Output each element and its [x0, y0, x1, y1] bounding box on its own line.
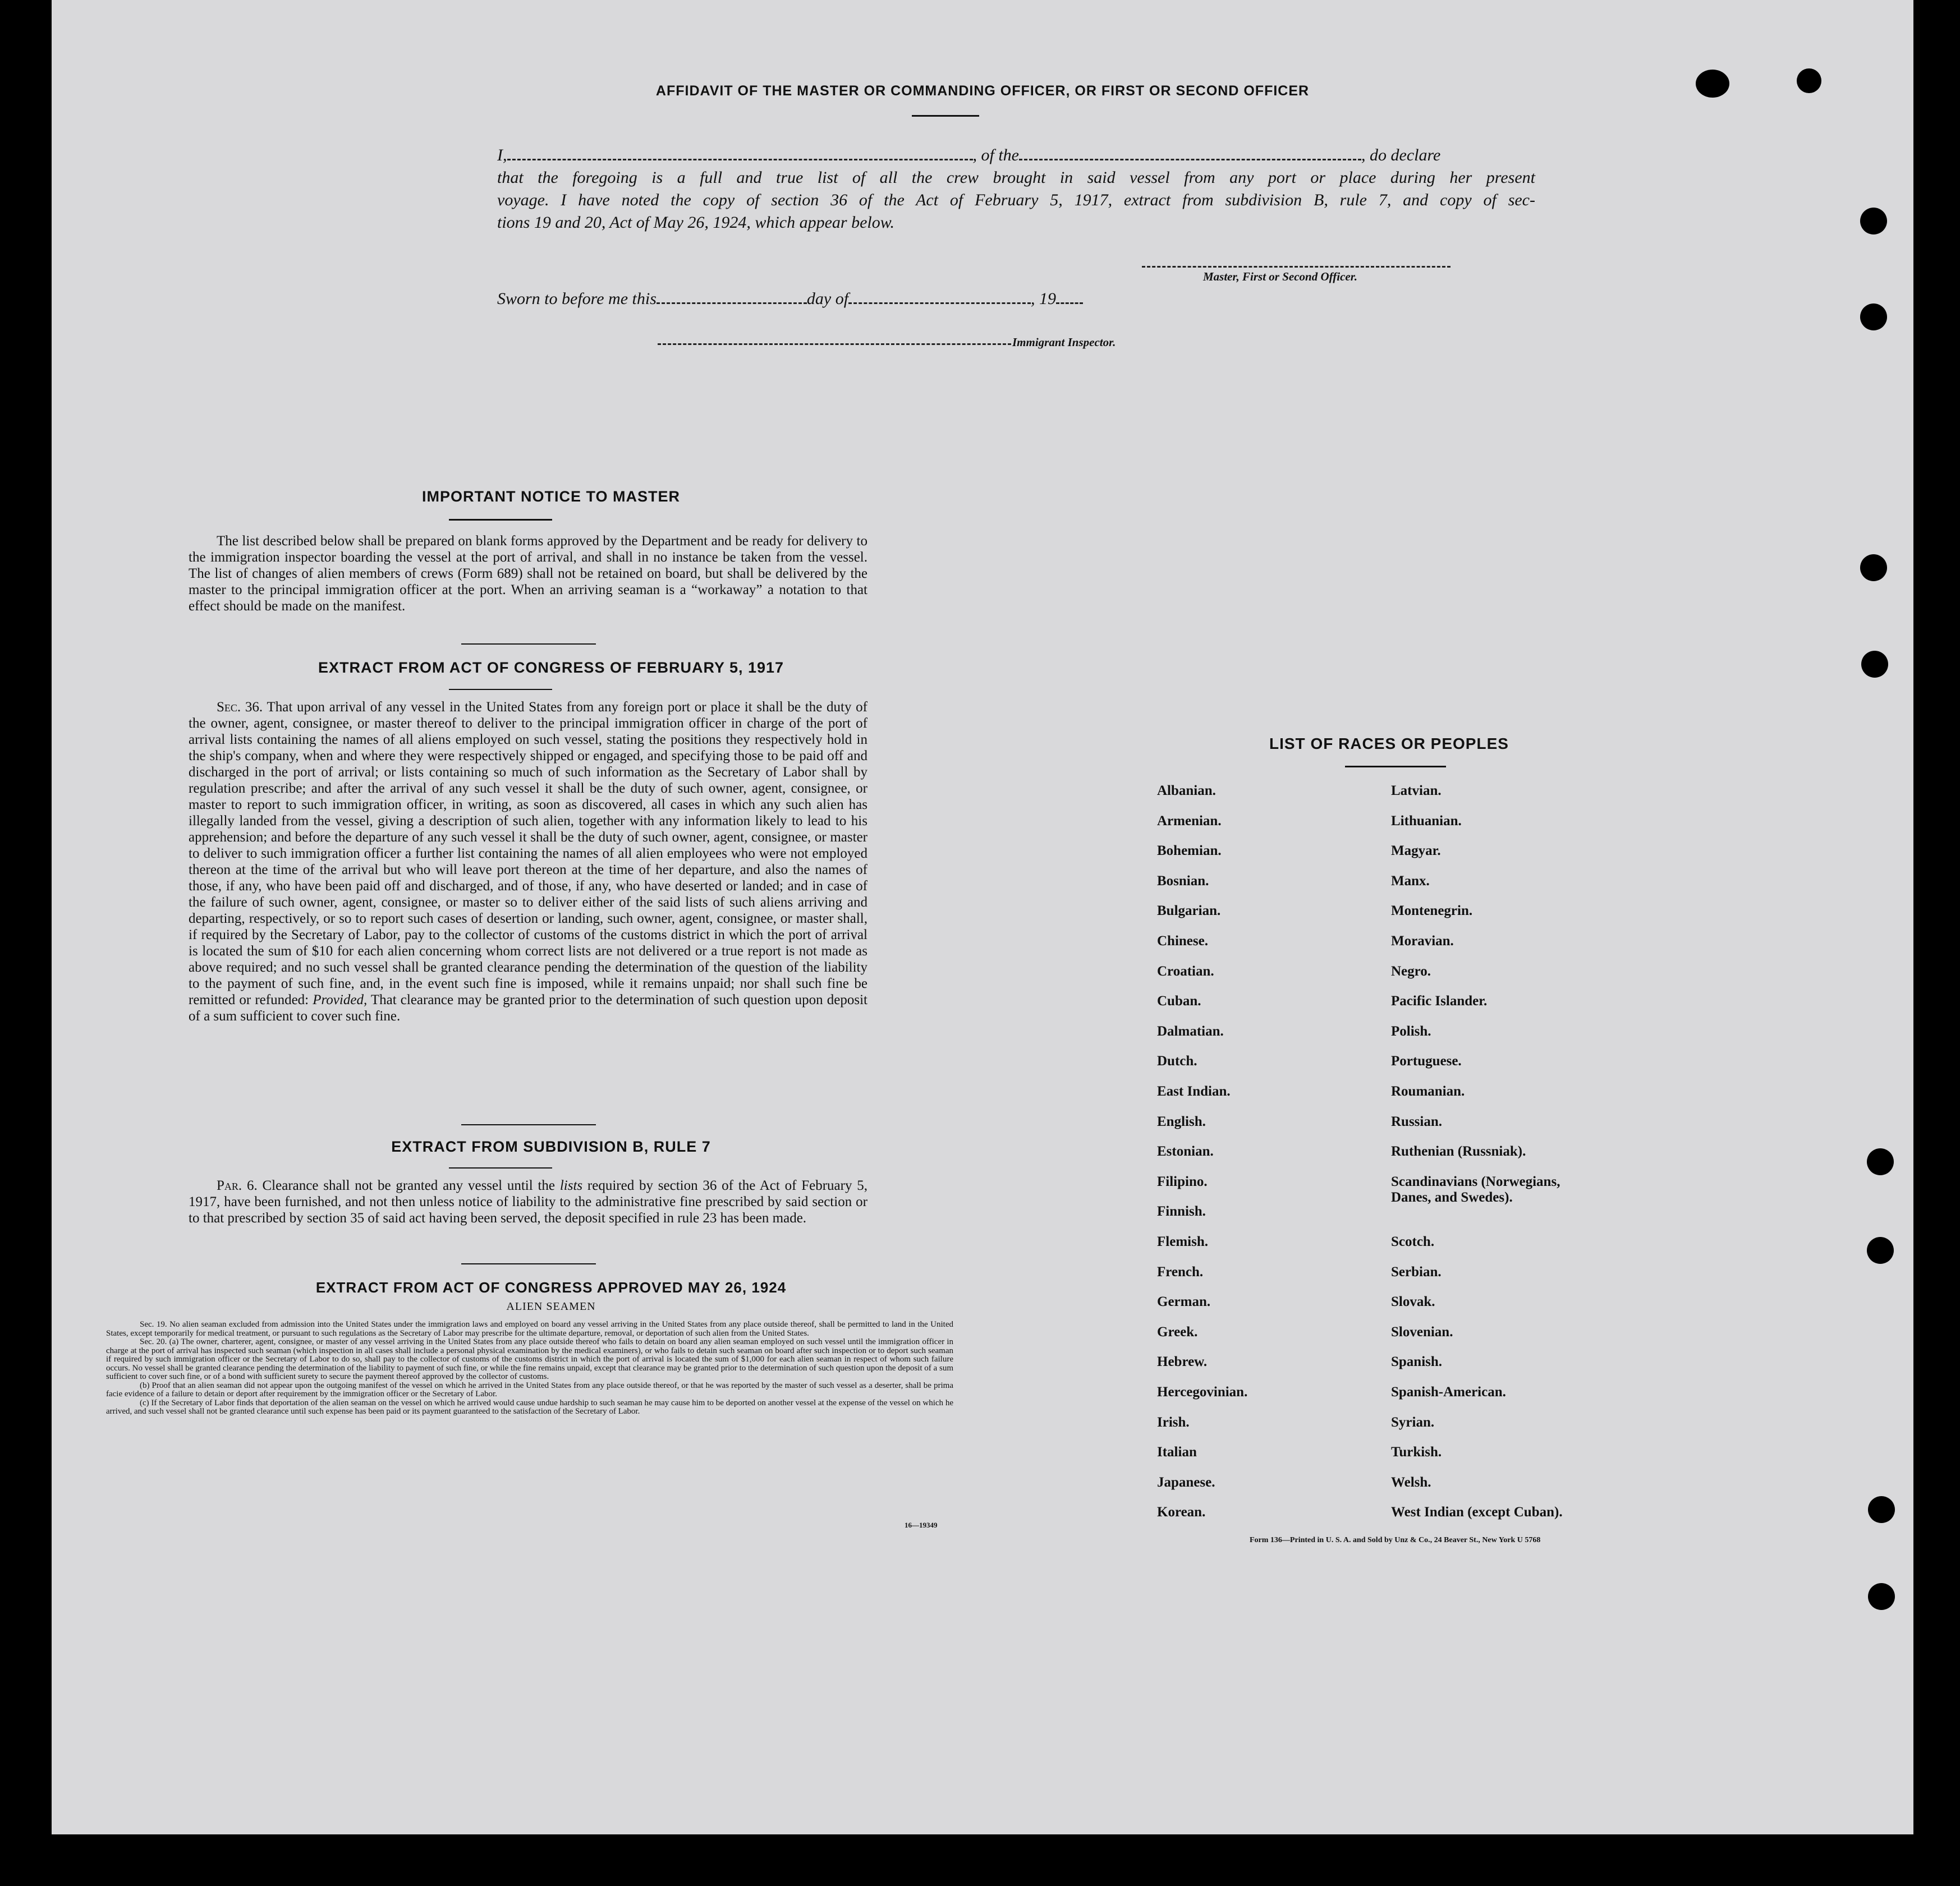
- declaration-line-4: tions 19 and 20, Act of May 26, 1924, which appear below.: [497, 213, 895, 232]
- punch-hole: [1868, 1496, 1895, 1523]
- race-item: Polish.: [1391, 1023, 1431, 1039]
- race-item: Filipino.: [1157, 1174, 1208, 1189]
- inspector-signature-field[interactable]: [658, 343, 1011, 345]
- punch-hole: [1860, 208, 1887, 234]
- race-item: Bulgarian.: [1157, 903, 1221, 919]
- race-item: Hercegovinian.: [1157, 1384, 1248, 1400]
- provided-word: Provided,: [313, 992, 368, 1008]
- punch-hole: [1861, 651, 1888, 678]
- race-item: Korean.: [1157, 1505, 1206, 1520]
- sworn-year-prefix: , 19: [1031, 289, 1057, 308]
- vessel-name-field[interactable]: [1019, 149, 1361, 160]
- notice-divider: [461, 643, 596, 645]
- sec36-label: Sec. 36.: [217, 700, 263, 715]
- par6-text-end: required by section 36 of the Act of February 5, 1917, have been furnished, and not then unless notice of liability to the administrative fine prescribed by said section or to that prescribed by section 35 of said act having been served, the deposit specified in rule 23 has been made.: [189, 1178, 868, 1226]
- race-item: Cuban.: [1157, 993, 1201, 1009]
- race-item: Moravian.: [1391, 933, 1454, 949]
- race-item: Spanish.: [1391, 1354, 1443, 1370]
- form-code: 16—19349: [905, 1521, 938, 1529]
- affidavit-title: AFFIDAVIT OF THE MASTER OR COMMANDING OFFICER, OR FIRST OR SECOND OFFICER: [655, 83, 1310, 99]
- race-item: Manx.: [1391, 873, 1430, 889]
- signature-field[interactable]: [1142, 266, 1451, 268]
- race-item: East Indian.: [1157, 1084, 1231, 1099]
- race-item: Armenian.: [1157, 813, 1222, 829]
- rule7-rule: [449, 1167, 552, 1169]
- race-item: Croatian.: [1157, 963, 1214, 979]
- race-item: Syrian.: [1391, 1414, 1435, 1430]
- rule7-title: EXTRACT FROM SUBDIVISION B, RULE 7: [391, 1138, 711, 1155]
- sec20c-text: (c) If the Secretary of Labor finds that deportation of the alien seaman on the vessel on which he arrived would cause undue hardship to such seaman he may cause him to be deported on another vessel at the expense of the vessel on which he arrived, and such vessel shall not be granted clearance until such expense has been paid or its payment guaranteed to the satisfaction of the Secretary of Labor.: [106, 1398, 953, 1416]
- signature-label: Master, First or Second Officer.: [1203, 270, 1357, 283]
- race-item: German.: [1157, 1294, 1211, 1310]
- race-item: Italian: [1157, 1445, 1197, 1460]
- race-item: Dutch.: [1157, 1054, 1197, 1069]
- form-page: [52, 0, 1913, 1834]
- declaration-line-2: that the foregoing is a full and true list of all the crew brought in said vessel from any port or place during her present: [497, 168, 1535, 187]
- race-item: Magyar.: [1391, 843, 1441, 859]
- race-item: Russian.: [1391, 1114, 1443, 1129]
- race-item: Dalmatian.: [1157, 1023, 1224, 1039]
- extract1924-subtitle: ALIEN SEAMEN: [506, 1300, 596, 1313]
- sec36-text: That upon arrival of any vessel in the United States from any foreign port or place it shall be the duty of the owner, agent, consignee, or master thereof to deliver to the principal immigration officer in charge of the port of arrival lists containing the names of all aliens employed on such vessel, stating the positions they respectively hold in the ship's company, when and where they were respectively shipped or engaged, and specifying those to be paid off and discharged in the port of arrival; or lists containing so much of such information as the Secretary of Labor shall by regulation prescribe; and after the arrival of any such vessel it shall be the duty of such owner, agent, consignee, or master to report to such immigration officer, in writing, as soon as discovered, all cases in which any such alien has illegally landed from the vessel, giving a description of such alien, together with any information likely to lead to his apprehension; and before the departure of any such vessel it shall be the duty of such owner, agent, consignee, or master to deliver to such immigration officer a further list containing the names of all alien employees who were not employed thereon at the time of the arrival but who will leave port thereon at the time of her departure, and also the names of those, if any, who have been paid off and discharged, and of those, if any, who have deserted or landed; and in case of the failure of such owner, agent, consignee, or master so to deliver either of the said lists of such aliens arriving and departing, respectively, or so to report such cases of desertion or landing, such owner, agent, consignee, or master shall, if required by the Secretary of Labor, pay to the collector of customs of the customs district in which the port of arrival is located the sum of $10 for each alien concerning whom correct lists are not delivered or a true report is not made as above required; and no such vessel shall be granted clearance pending the determination of the question of the liability to the payment of such fine, and, in the event such fine is imposed, while it remains unpaid; nor shall such fine be remitted or refunded:: [189, 700, 868, 1008]
- race-item: Bosnian.: [1157, 873, 1209, 889]
- notice-body: The list described below shall be prepared on blank forms approved by the Department and be ready for delivery to the immigration inspector boarding the vessel at the port of arrival, and shall in no instance be taken from the vessel. The list of changes of alien members of crews (Form 689) shall not be retained on board, but shall be delivered by the master to the principal immigration officer at the port. When an arriving seaman is a “workaway” a notation to that effect should be made on the manifest.: [189, 533, 867, 614]
- race-item: French.: [1157, 1264, 1204, 1280]
- race-item: Turkish.: [1391, 1445, 1442, 1460]
- extract1924-body: [106, 1321, 953, 1416]
- sworn-year-field[interactable]: [1056, 292, 1083, 304]
- race-item: Slovak.: [1391, 1294, 1435, 1310]
- declare-suffix: , do declare: [1361, 146, 1441, 164]
- declarant-prefix: I,: [497, 146, 507, 164]
- race-item: Scandinavians (Norwegians, Danes, and Swedes).: [1391, 1174, 1560, 1205]
- rule7-divider: [461, 1263, 596, 1264]
- races-title: LIST OF RACES OR PEOPLES: [1269, 735, 1509, 752]
- lists-word: lists: [559, 1178, 583, 1193]
- notice-title: IMPORTANT NOTICE TO MASTER: [422, 488, 680, 505]
- extract1917-body: [189, 699, 867, 1024]
- extract1924-title: EXTRACT FROM ACT OF CONGRESS APPROVED MAY 26, 1924: [315, 1279, 787, 1296]
- sworn-line: [497, 289, 1083, 309]
- race-item: Greek.: [1157, 1324, 1198, 1340]
- extract1917-divider: [461, 1124, 596, 1125]
- punch-hole: [1860, 303, 1887, 330]
- title-rule: [912, 115, 979, 117]
- punch-hole: [1867, 1148, 1894, 1175]
- race-item: Bohemian.: [1157, 843, 1222, 859]
- punch-hole: [1868, 1583, 1895, 1610]
- printer-footer: Form 136—Printed in U. S. A. and Sold by Unz & Co., 24 Beaver St., New York U 5768: [1250, 1536, 1541, 1544]
- punch-hole: [1860, 554, 1887, 581]
- par6-text: Clearance shall not be granted any vessel until the: [262, 1178, 556, 1193]
- race-item: West Indian (except Cuban).: [1391, 1505, 1563, 1520]
- affidavit-declaration: [497, 144, 1535, 234]
- vessel-prefix: , of the: [972, 146, 1019, 164]
- sworn-day-of: day of: [806, 289, 849, 308]
- declaration-line-3: voyage. I have noted the copy of section 36 of the Act of February 5, 1917, extract from subdivision B, rule 7, and copy of sec-: [497, 191, 1535, 209]
- declarant-name-field[interactable]: [507, 149, 973, 160]
- extract1917-rule: [449, 689, 552, 690]
- race-item: Finnish.: [1157, 1204, 1206, 1220]
- race-item: Flemish.: [1157, 1234, 1208, 1249]
- inspector-label: Immigrant Inspector.: [1012, 335, 1116, 349]
- rule7-body: [189, 1177, 867, 1226]
- sec20b-text: (b) Proof that an alien seaman did not appear upon the outgoing manifest of the vessel on which he arrived in the United States from any place outside thereof, or that he was reported by the master of such vessel as a deserter, shall be prima facie evidence of a failure to detain or deport after requirement by the immigration officer or the Secretary of Labor.: [106, 1381, 953, 1399]
- race-item: Roumanian.: [1391, 1084, 1465, 1099]
- notice-title-rule: [449, 519, 552, 521]
- par6-label: Par. 6.: [217, 1178, 258, 1193]
- sec19-text: Sec. 19. No alien seaman excluded from admission into the United States under the immigration laws and employed on board any vessel arriving in the United States from any place outside thereof, shall be permitted to land in the United States, except temporarily for medical treatment, or pursuant to such regulations as the Secretary of Labor may prescribe for the ultimate departure, removal, or deportation of such alien from the United States.: [106, 1320, 953, 1338]
- ink-blot: [1797, 68, 1821, 93]
- race-item: Albanian.: [1157, 783, 1216, 798]
- race-item: Estonian.: [1157, 1144, 1214, 1160]
- race-item: English.: [1157, 1114, 1206, 1129]
- races-title-rule: [1345, 766, 1446, 767]
- race-item: Lithuanian.: [1391, 813, 1462, 829]
- race-item: Welsh.: [1391, 1474, 1431, 1490]
- sec20a-text: Sec. 20. (a) The owner, charterer, agent, consignee, or master of any vessel arriving in the United States from any place outside thereof who fails to detain on board any alien seaman employed on such vessel until the immigration officer in charge at the port of arrival has inspected such seaman (which inspection in all cases shall include a personal physical examination by the medical examiners), or who fails to detain such seaman on board after such inspection or to deport such seaman if required by such immigration officer or the Secretary of Labor to do so, shall pay to the collector of customs of the customs district in which the port of arrival is located the sum of $1,000 for each alien seaman in respect of whom such failure occurs. No vessel shall be granted clearance pending the determination of the liability to payment of such fine, or while the fine remains unpaid, except that clearance may be granted prior to the determination of such question upon the deposit of a sum sufficient to cover such fine, or of a bond with sufficient surety to secure the payment thereof approved by the collector of customs.: [106, 1337, 953, 1381]
- race-item: Serbian.: [1391, 1264, 1442, 1280]
- extract1917-title: EXTRACT FROM ACT OF CONGRESS OF FEBRUARY 5, 1917: [318, 659, 784, 676]
- ink-blot: [1696, 70, 1729, 98]
- sworn-prefix: Sworn to before me this: [497, 289, 657, 308]
- sec36-text-end: That clearance may be granted prior to the determination of such question upon deposit of a sum sufficient to cover such fine.: [189, 992, 867, 1024]
- race-item: Portuguese.: [1391, 1054, 1462, 1069]
- race-item: Spanish-American.: [1391, 1384, 1506, 1400]
- race-item: Japanese.: [1157, 1474, 1215, 1490]
- race-item: Irish.: [1157, 1414, 1190, 1430]
- race-item: Scotch.: [1391, 1234, 1435, 1249]
- race-item: Slovenian.: [1391, 1324, 1453, 1340]
- race-item: Pacific Islander.: [1391, 993, 1488, 1009]
- race-item: Montenegrin.: [1391, 903, 1473, 919]
- race-item: Ruthenian (Russniak).: [1391, 1144, 1526, 1160]
- race-item: Negro.: [1391, 963, 1431, 979]
- race-item: Hebrew.: [1157, 1354, 1208, 1370]
- race-item: Chinese.: [1157, 933, 1208, 949]
- race-item: Latvian.: [1391, 783, 1442, 798]
- punch-hole: [1867, 1237, 1894, 1264]
- sworn-day-field[interactable]: [657, 292, 807, 304]
- sworn-month-field[interactable]: [848, 292, 1031, 304]
